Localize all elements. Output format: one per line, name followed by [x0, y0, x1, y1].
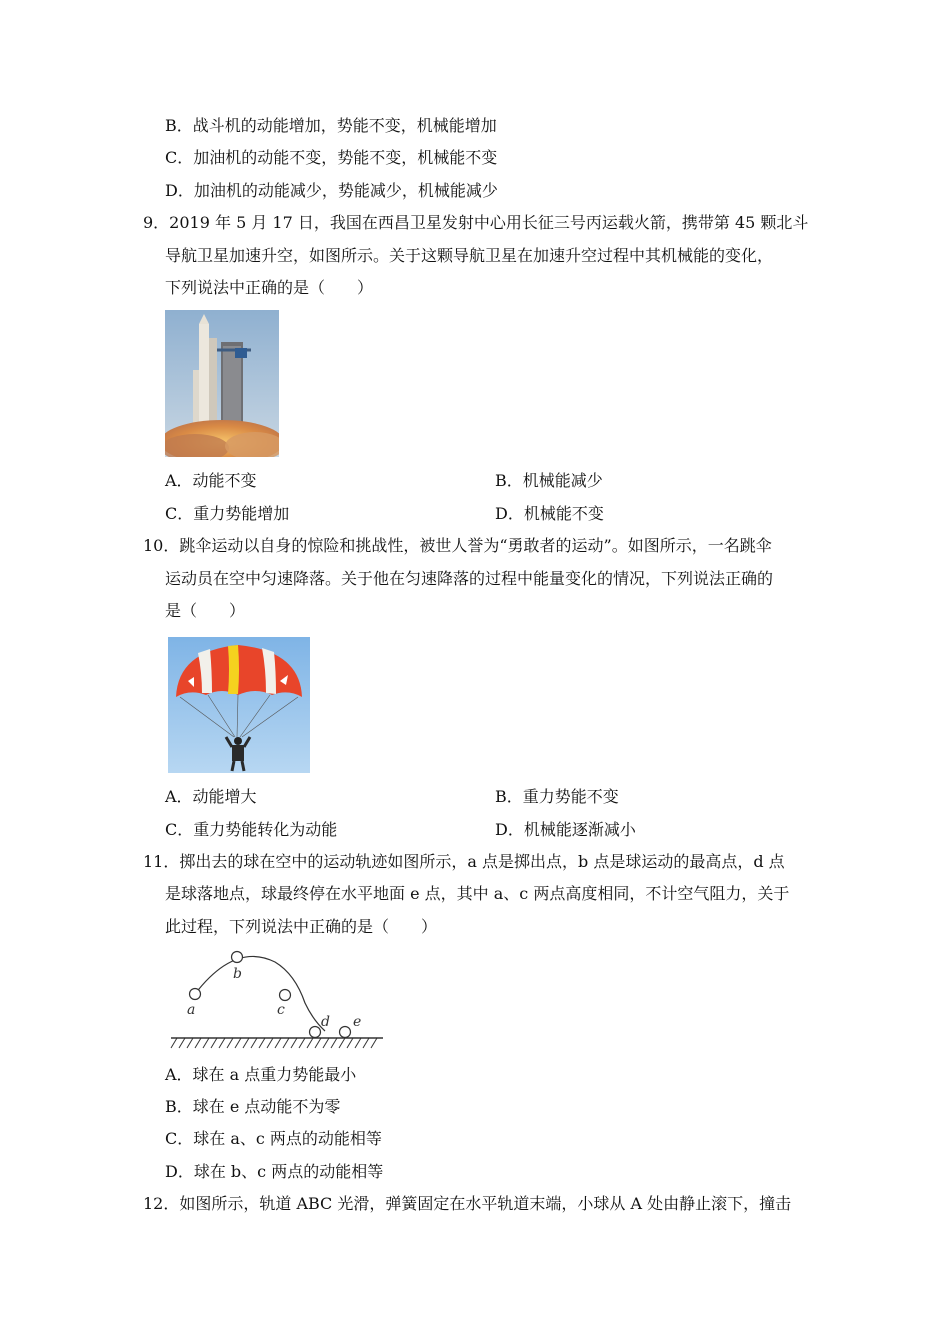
q11-option-a: A．球在 a 点重力势能最小 — [165, 1065, 357, 1084]
q11-stem-line1: 11．掷出去的球在空中的运动轨迹如图所示，a 点是掷出点，b 点是球运动的最高点，d 点 — [143, 852, 785, 871]
ball-trajectory-diagram — [165, 950, 387, 1054]
parachute-image — [168, 637, 310, 773]
q11-option-d: D．球在 b、c 两点的动能相等 — [165, 1162, 384, 1181]
q8-option-b: B．战斗机的动能增加，势能不变，机械能增加 — [165, 116, 497, 135]
q11-option-c: C．球在 a、c 两点的动能相等 — [165, 1129, 382, 1148]
q9-stem-line3: 下列说法中正确的是（ ） — [165, 278, 374, 297]
label-b: b — [233, 966, 242, 982]
q9-option-b: B．机械能减少 — [495, 471, 603, 490]
q11-stem-line2: 是球落地点，球最终停在水平地面 e 点，其中 a、c 两点高度相同，不计空气阻力，关于 — [165, 884, 790, 903]
q11-stem-line3: 此过程，下列说法中正确的是（ ） — [165, 917, 438, 936]
q9-option-c: C．重力势能增加 — [165, 504, 290, 523]
q9-stem-line1: 9．2019 年 5 月 17 日，我国在西昌卫星发射中心用长征三号丙运载火箭，携带第 45 颗北斗 — [143, 213, 809, 232]
q9-option-d: D．机械能不变 — [495, 504, 604, 523]
q9-stem-line2: 导航卫星加速升空，如图所示。关于这颗导航卫星在加速升空过程中其机械能的变化， — [165, 246, 774, 265]
q10-stem-line2: 运动员在空中匀速降落。关于他在匀速降落的过程中能量变化的情况，下列说法正确的 — [165, 569, 774, 588]
label-a: a — [187, 1002, 196, 1018]
q10-option-c: C．重力势能转化为动能 — [165, 820, 338, 839]
ground-hatching — [171, 1038, 377, 1048]
q12-stem-line1: 12．如图所示，轨道 ABC 光滑，弹簧固定在水平轨道末端，小球从 A 处由静止滚下，撞击 — [143, 1194, 792, 1213]
q10-stem-line1: 10．跳伞运动以自身的惊险和挑战性，被世人誉为“勇敢者的运动”。如图所示，一名跳伞 — [143, 536, 772, 555]
trajectory-curve — [195, 956, 325, 1031]
q9-option-a: A．动能不变 — [165, 471, 257, 490]
ball-d — [310, 1027, 321, 1038]
q11-option-b: B．球在 e 点动能不为零 — [165, 1097, 341, 1116]
q8-option-d: D．加油机的动能减少，势能减少，机械能减少 — [165, 181, 498, 200]
ball-c — [280, 990, 291, 1001]
q10-option-d: D．机械能逐渐减小 — [495, 820, 636, 839]
q8-option-c: C．加油机的动能不变，势能不变，机械能不变 — [165, 148, 498, 167]
ball-e — [340, 1027, 351, 1038]
rocket-launch-image — [165, 310, 279, 457]
ball-b — [232, 952, 243, 963]
ball-a — [190, 989, 201, 1000]
q10-option-b: B．重力势能不变 — [495, 787, 619, 806]
label-d: d — [321, 1014, 330, 1030]
q10-option-a: A．动能增大 — [165, 787, 257, 806]
label-c: c — [277, 1002, 285, 1018]
label-e: e — [353, 1014, 362, 1030]
q10-stem-line3: 是（ ） — [165, 601, 246, 620]
